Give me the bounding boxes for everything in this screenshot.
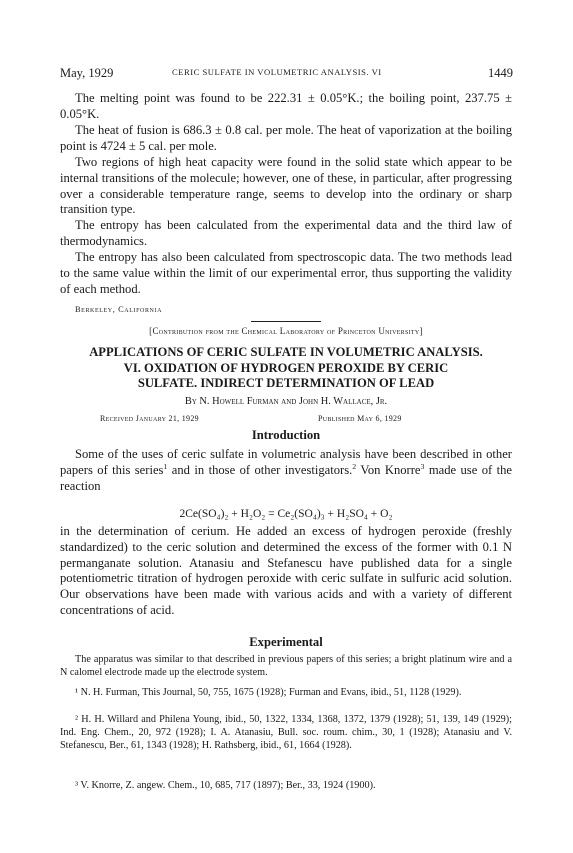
intro-text-b: and in those of other investigators. [167, 462, 353, 477]
received-date: Received January 21, 1929 [100, 414, 199, 423]
spectroscopic-paragraph: The entropy has also been calculated from spectroscopic data. The two methods lead to the same value within the limit of our experimental error, thus supporting the validity of each method. [60, 250, 512, 296]
melting-point-paragraph: The melting point was found to be 222.31 ± 0.05°K.; the boiling point, 237.75 ± 0.05°K. [60, 91, 512, 121]
footnote-3: ³ V. Knorre, Z. angew. Chem., 10, 685, 717 (1897); Ber., 33, 1924 (1900). [75, 780, 376, 791]
published-date: Published May 6, 1929 [318, 414, 402, 423]
contribution-line: [Contribution from the Chemical Laboratory of Princeton University] [149, 326, 423, 336]
footnote-1: ¹ N. H. Furman, This Journal, 50, 755, 1675 (1928); Furman and Evans, ibid., 51, 1128 (1929). [75, 687, 462, 698]
running-header [60, 66, 513, 82]
title-line-3: SULFATE. INDIRECT DETERMINATION OF LEAD [137, 376, 435, 391]
apparatus-paragraph: The apparatus was similar to that described in previous papers of this series; a bright platinum wire and a N calomel electrode made up the electrode system. [60, 654, 512, 678]
introduction-heading: Introduction [251, 428, 321, 442]
reaction-equation: 2Ce(SO₄)₂ + H₂O₂ = Ce₂(SO₄)₃ + H₂SO₄ + O₂ [179, 508, 393, 520]
footnote-ref-1: 1 [163, 461, 168, 471]
footnote-ref-2: 2 [352, 461, 357, 471]
heat-of-fusion-paragraph: The heat of fusion is 686.3 ± 0.8 cal. per mole. The heat of vaporization at the boiling point is 4724 ± 5 cal. per mole. [60, 123, 512, 153]
article-title [56, 345, 516, 392]
introduction-paragraph [60, 447, 512, 494]
heat-capacity-paragraph: Two regions of high heat capacity were found in the solid state which appear to be internal transitions of the molecule; however, one of these, in particular, after progressing over a considerable temperature range, seems to develop into the ordinary or sharp transition type. [60, 155, 512, 217]
intro-text-c: Von Knorre [356, 462, 421, 477]
intro-text-d: made use of the reaction [60, 462, 512, 493]
footnote-ref-3: 3 [420, 461, 425, 471]
entropy-paragraph: The entropy has been calculated from the experimental data and the third law of thermodynamics. [60, 218, 512, 248]
title-line-2: VI. OXIDATION OF HYDROGEN PEROXIDE BY CERIC [123, 360, 449, 375]
cerium-determination-paragraph: in the determination of cerium. He added an excess of hydrogen peroxide (freshly standardized) to the ceric solution and determined the excess of the former with 0.1 N permanganate solution. Atanasiu and Stefanescu have published data for a single potentiometric titration of hydrogen peroxide with ceric sulfate in sulfuric acid solution. Our observations have been made with various acids and with a variety of different concentrations of acid. [60, 524, 512, 617]
title-line-1: APPLICATIONS OF CERIC SULFATE IN VOLUMETRIC ANALYSIS. [89, 345, 483, 359]
footnote-2: ² H. H. Willard and Philena Young, ibid., 50, 1322, 1334, 1368, 1372, 1379 (1928); 51, 139, 149 (1929); Ind. Eng. Chem., 20, 972 (1928); I. A. Atanasiu, Bull. soc. roum. chim., 30, 1 (1928); Atanasiu and V. Stefanescu, Ber., 61, 1343 (1928); H. Rathsberg, ibid., 61, 1664 (1928). [60, 714, 512, 751]
header-running-title: CERIC SULFATE IN VOLUMETRIC ANALYSIS. VI [172, 67, 382, 77]
intro-text-a: Some of the uses of ceric sulfate in volumetric analysis have been described in other papers of this series [60, 447, 512, 477]
author-location: Berkeley, California [75, 305, 163, 314]
experimental-heading: Experimental [249, 635, 323, 649]
article-authors: By N. Howell Furman and John H. Wallace, Jr. [184, 396, 388, 407]
header-page-number: 1449 [488, 66, 513, 80]
section-divider [251, 321, 321, 322]
header-date: May, 1929 [60, 66, 114, 80]
